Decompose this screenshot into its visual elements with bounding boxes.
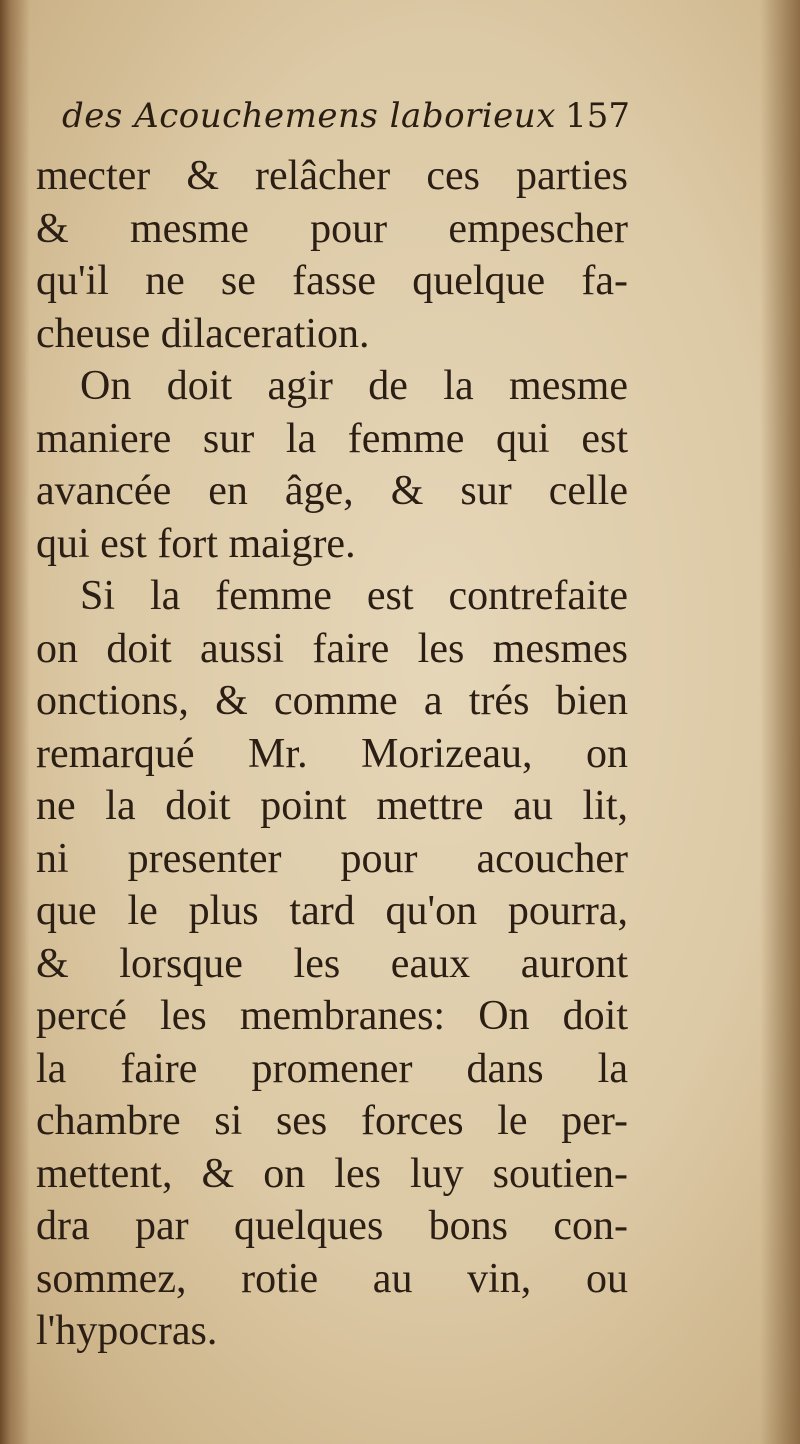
text-line: & lorsque les eaux auront — [36, 940, 628, 987]
page-header — [62, 96, 630, 146]
text-line: Si la femme est contrefaite — [80, 573, 628, 619]
text-line: on doit aussi faire les mesmes — [36, 625, 628, 672]
page-number: 157 — [565, 96, 630, 136]
text-line: qui est fort maigre. — [36, 520, 356, 567]
running-title: des Acouchemens laborieux — [62, 96, 556, 136]
text-line: & mesme pour empescher — [36, 205, 628, 252]
text-line: mecter & relâcher ces parties — [36, 153, 628, 199]
text-line: mettent, & on les luy soutien- — [36, 1150, 628, 1197]
text-line: la faire promener dans la — [36, 1045, 628, 1092]
text-line: percé les membranes: On doit — [36, 993, 628, 1039]
page-gutter-shadow — [0, 0, 30, 1444]
text-line: ne la doit point mettre au lit, — [36, 783, 628, 829]
text-line: l'hypocras. — [36, 1308, 218, 1354]
text-line: sommez, rotie au vin, ou — [36, 1255, 628, 1302]
text-line: qu'il ne se fasse quelque fa- — [36, 258, 628, 304]
text-line: onctions, & comme a trés bien — [36, 678, 628, 724]
text-line: que le plus tard qu'on pourra, — [36, 888, 628, 934]
text-line: dra par quelques bons con- — [36, 1203, 628, 1249]
text-line: chambre si ses forces le per- — [36, 1098, 628, 1144]
text-line: On doit agir de la mesme — [80, 363, 628, 409]
text-line: maniere sur la femme qui est — [36, 415, 628, 462]
body-text — [36, 150, 628, 1358]
text-line: avancée en âge, & sur celle — [36, 468, 628, 514]
text-line: ni presenter pour acoucher — [36, 835, 628, 882]
text-line: remarqué Mr. Morizeau, on — [36, 730, 628, 777]
text-line: cheuse dilaceration. — [36, 310, 370, 357]
page-edge-shadow — [760, 0, 800, 1444]
